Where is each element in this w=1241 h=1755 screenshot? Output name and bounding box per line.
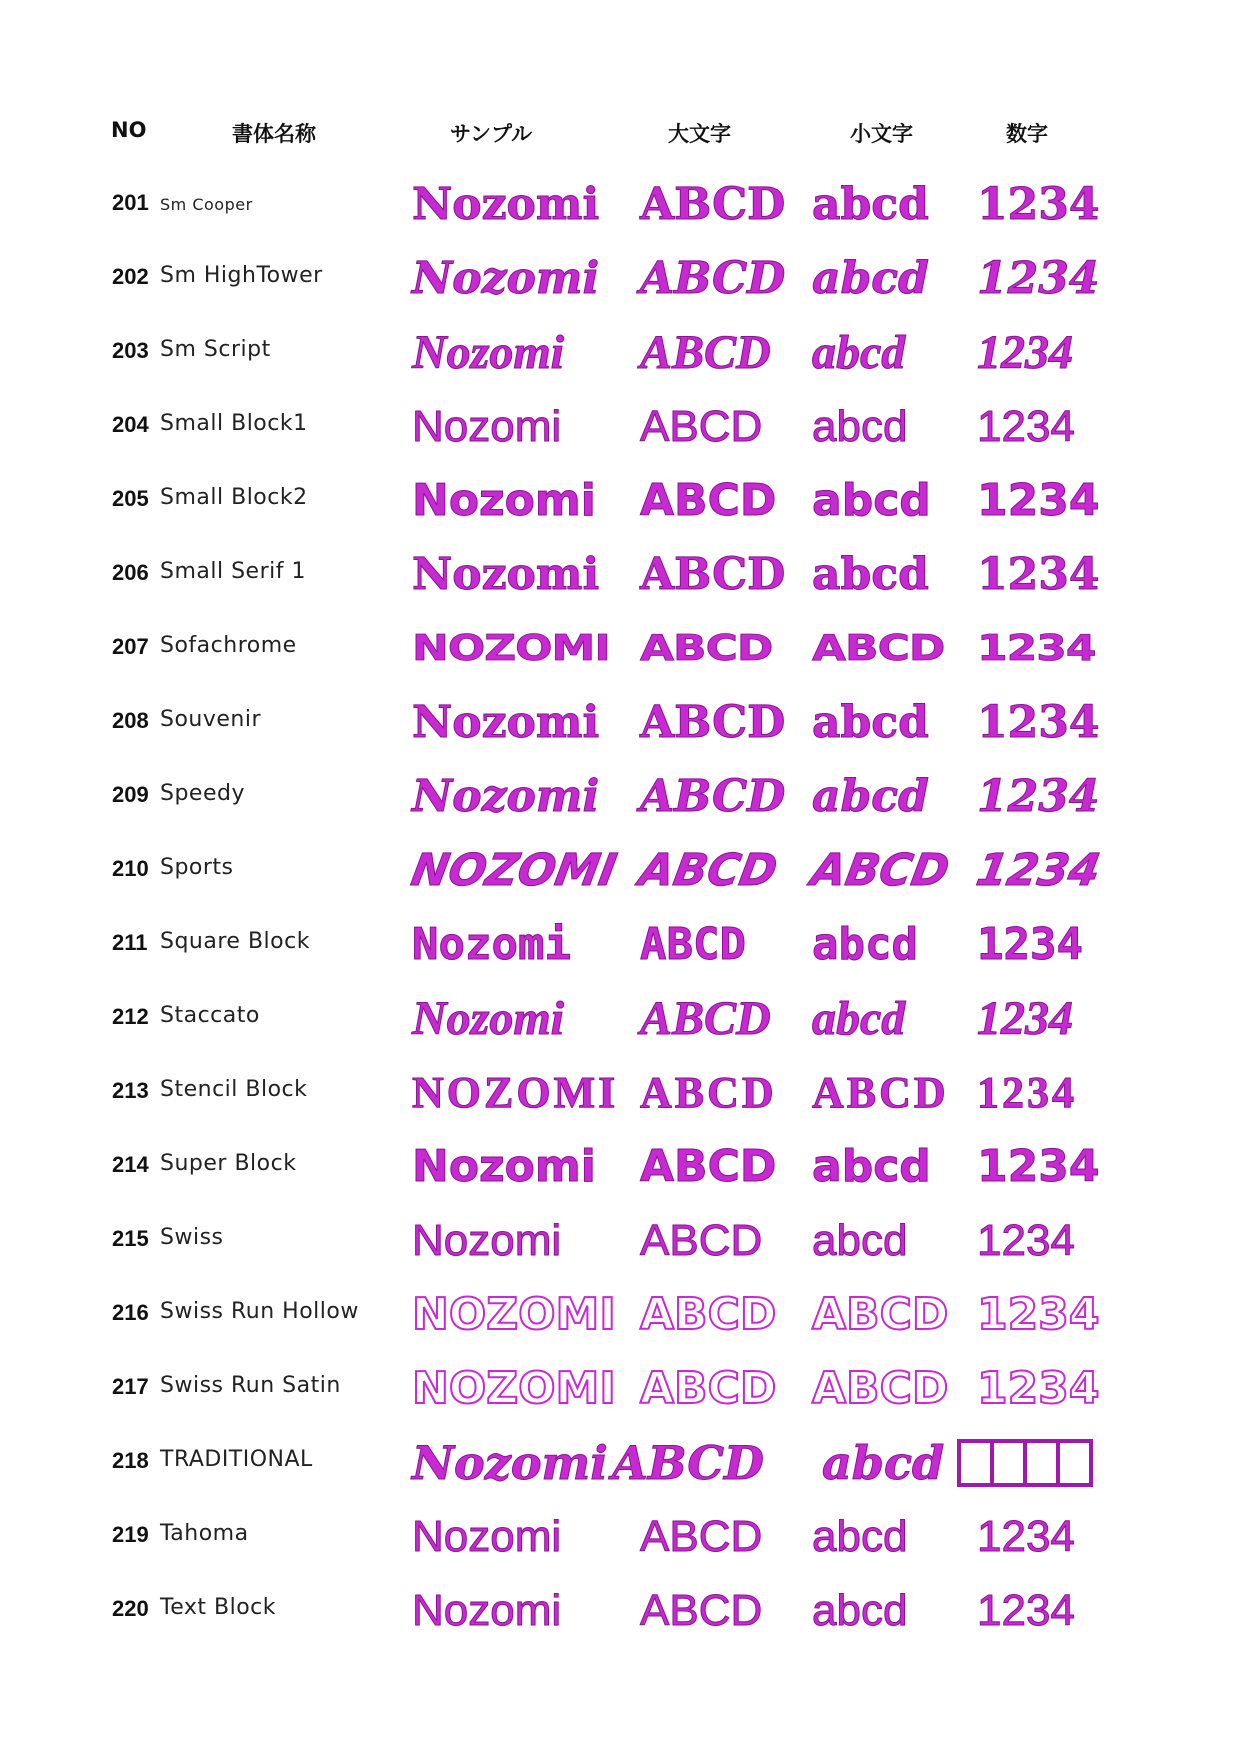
font-name: Souvenir [160, 707, 262, 732]
font-samples [412, 1278, 1112, 1352]
font-name: Super Block [160, 1151, 297, 1176]
font-number: 217 [112, 1374, 149, 1399]
sample-uppercase: ABCD [640, 628, 773, 669]
sample-uppercase: ABCD [640, 253, 786, 304]
font-name: Sm Script [160, 337, 271, 362]
font-row [0, 760, 1241, 834]
font-row [0, 1352, 1241, 1426]
sample-lowercase: abcd [812, 179, 929, 230]
font-number: 201 [112, 190, 149, 215]
font-number: 220 [112, 1596, 149, 1621]
header-uppercase: 大文字 [668, 122, 731, 146]
font-row [0, 686, 1241, 760]
sample-word: Nozomi [412, 1512, 562, 1561]
font-samples [412, 908, 1112, 982]
sample-lowercase: abcd [812, 253, 929, 304]
sample-numbers: 1234 [977, 549, 1100, 600]
sample-uppercase: ABCD [640, 1141, 777, 1192]
sample-word: NOZOMI [412, 628, 610, 669]
sample-numbers: 1234 [972, 845, 1105, 896]
font-samples [412, 612, 1112, 686]
sample-uppercase: ABCD [640, 919, 746, 970]
font-row [0, 538, 1241, 612]
table-header [0, 118, 1241, 148]
sample-word: NOZOMI [407, 845, 621, 896]
font-samples [412, 982, 1112, 1056]
font-row [0, 1204, 1241, 1278]
font-name: Small Block2 [160, 485, 308, 510]
font-row [0, 908, 1241, 982]
font-name: Small Serif 1 [160, 559, 306, 584]
sample-numbers: 1234 [977, 771, 1100, 822]
font-samples [412, 1204, 1112, 1278]
sample-uppercase: ABCD [640, 402, 763, 451]
sample-word: Nozomi [412, 1216, 562, 1265]
sample-uppercase: ABCD [640, 179, 786, 230]
header-font-name: 書体名称 [232, 122, 316, 146]
sample-numbers: 1234 [977, 326, 1073, 379]
font-number: 205 [112, 486, 149, 511]
font-samples [412, 1574, 1112, 1648]
font-number: 207 [112, 634, 149, 659]
font-number: 212 [112, 1004, 149, 1029]
sample-lowercase: abcd [822, 1436, 945, 1490]
sample-numbers: 1234 [977, 179, 1100, 230]
font-row [0, 612, 1241, 686]
sample-numbers: 1234 [977, 1289, 1100, 1340]
font-name: Sports [160, 855, 234, 880]
sample-uppercase: ABCD [635, 845, 781, 896]
font-samples [412, 760, 1112, 834]
sample-word: Nozomi [412, 1141, 596, 1192]
font-row [0, 1426, 1241, 1500]
font-row [0, 1574, 1241, 1648]
sample-lowercase: abcd [812, 326, 906, 379]
sample-lowercase: abcd [812, 475, 931, 526]
font-list [0, 168, 1241, 1648]
font-row [0, 464, 1241, 538]
sample-uppercase: ABCD [640, 1289, 777, 1340]
sample-word: Nozomi [412, 402, 562, 451]
font-samples [412, 1426, 1112, 1500]
font-number: 206 [112, 560, 149, 585]
sample-lowercase: abcd [812, 1586, 908, 1635]
sample-word: Nozomi [412, 919, 571, 970]
font-samples [412, 242, 1112, 316]
sample-uppercase: ABCD [640, 475, 777, 526]
font-samples [407, 834, 1112, 908]
font-row [0, 242, 1241, 316]
sample-numbers: 1234 [977, 1068, 1077, 1117]
sample-uppercase: ABCD [640, 326, 771, 379]
font-samples [412, 168, 1112, 242]
sample-numbers: 1234 [977, 253, 1100, 304]
sample-numbers: 1234 [977, 475, 1100, 526]
font-name: Sm Cooper [160, 195, 253, 214]
sample-word: NOZOMI [412, 1068, 619, 1117]
font-samples [412, 390, 1112, 464]
font-name: Tahoma [160, 1521, 249, 1546]
font-name: Sm HighTower [160, 263, 323, 288]
font-number: 214 [112, 1152, 149, 1177]
sample-uppercase: ABCD [640, 771, 786, 822]
sample-numbers: 1234 [977, 628, 1096, 669]
header-numbers: 数字 [1006, 122, 1048, 146]
sample-lowercase: abcd [812, 402, 908, 451]
sample-numbers: 1234 [977, 1512, 1075, 1561]
sample-lowercase: ABCD [807, 845, 953, 896]
font-name: Stencil Block [160, 1077, 308, 1102]
font-number: 215 [112, 1226, 149, 1251]
font-row [0, 168, 1241, 242]
sample-word: Nozomi [412, 179, 600, 230]
sample-word: Nozomi [412, 771, 600, 822]
font-name: Staccato [160, 1003, 260, 1028]
sample-word: NOZOMI [412, 1289, 616, 1340]
font-samples [412, 1130, 1112, 1204]
font-number: 202 [112, 264, 149, 289]
sample-numbers: 1234 [977, 1216, 1075, 1265]
font-samples [412, 538, 1112, 612]
font-samples [412, 1500, 1112, 1574]
sample-lowercase: abcd [812, 697, 929, 748]
sample-lowercase: ABCD [812, 1289, 949, 1340]
sample-lowercase: ABCD [812, 1363, 949, 1414]
sample-numbers: 1234 [977, 402, 1075, 451]
sample-numbers: 1234 [977, 992, 1073, 1045]
sample-uppercase: ABCD [640, 992, 771, 1045]
sample-numbers: 1234 [977, 697, 1100, 748]
font-name: Small Block1 [160, 411, 308, 436]
sample-word: NOZOMI [412, 1363, 616, 1414]
sample-uppercase: ABCD [640, 1363, 777, 1414]
sample-word: Nozomi [412, 1586, 562, 1635]
sample-uppercase: ABCD [640, 549, 786, 600]
font-name: TRADITIONAL [160, 1447, 313, 1472]
font-name: Text Block [160, 1595, 276, 1620]
font-row [0, 834, 1241, 908]
sample-numbers: 1234 [977, 1141, 1100, 1192]
font-row [0, 390, 1241, 464]
font-samples [412, 1352, 1112, 1426]
sample-lowercase: abcd [812, 919, 918, 970]
sample-uppercase: ABCD [640, 1216, 763, 1265]
header-no: NO [111, 118, 147, 142]
sample-word: Nozomi [412, 326, 565, 379]
font-samples [412, 1056, 1112, 1130]
sample-lowercase: abcd [812, 992, 906, 1045]
font-row [0, 1130, 1241, 1204]
missing-glyph-boxes [957, 1439, 1089, 1487]
font-number: 216 [112, 1300, 149, 1325]
font-row [0, 1500, 1241, 1574]
font-name: Square Block [160, 929, 310, 954]
sample-numbers: 1234 [977, 919, 1083, 970]
sample-uppercase: ABCD [640, 697, 786, 748]
font-number: 211 [112, 930, 148, 955]
font-number: 213 [112, 1078, 149, 1103]
sample-uppercase: ABCD [640, 1512, 763, 1561]
font-name: Swiss Run Hollow [160, 1299, 359, 1324]
font-row [0, 1056, 1241, 1130]
font-number: 209 [112, 782, 149, 807]
sample-word: Nozomi [412, 475, 596, 526]
sample-lowercase: ABCD [812, 1068, 949, 1117]
font-row [0, 316, 1241, 390]
font-samples [412, 464, 1112, 538]
sample-lowercase: abcd [812, 549, 929, 600]
font-number: 203 [112, 338, 149, 363]
font-number: 210 [112, 856, 149, 881]
font-number: 218 [112, 1448, 149, 1473]
sample-lowercase: abcd [812, 771, 929, 822]
sample-numbers: 1234 [977, 1586, 1075, 1635]
sample-lowercase: abcd [812, 1216, 908, 1265]
header-lowercase: 小文字 [850, 122, 913, 146]
sample-uppercase: ABCD [640, 1586, 763, 1635]
sample-numbers: 1234 [977, 1363, 1100, 1414]
font-samples [412, 686, 1112, 760]
font-number: 219 [112, 1522, 149, 1547]
sample-word: Nozomi [412, 992, 565, 1045]
sample-word: Nozomi [412, 1436, 608, 1490]
font-name: Swiss Run Satin [160, 1373, 341, 1398]
font-number: 208 [112, 708, 149, 733]
font-row [0, 1278, 1241, 1352]
sample-lowercase: abcd [812, 1141, 931, 1192]
sample-word: Nozomi [412, 697, 600, 748]
font-number: 204 [112, 412, 149, 437]
header-sample: サンプル [450, 122, 533, 146]
sample-uppercase: ABCD [612, 1436, 764, 1490]
font-name: Swiss [160, 1225, 224, 1250]
sample-lowercase: ABCD [812, 628, 945, 669]
font-samples [412, 316, 1112, 390]
sample-uppercase: ABCD [640, 1068, 777, 1117]
sample-word: Nozomi [412, 253, 600, 304]
font-name: Sofachrome [160, 633, 297, 658]
font-name: Speedy [160, 781, 245, 806]
sample-word: Nozomi [412, 549, 600, 600]
sample-lowercase: abcd [812, 1512, 908, 1561]
font-row [0, 982, 1241, 1056]
